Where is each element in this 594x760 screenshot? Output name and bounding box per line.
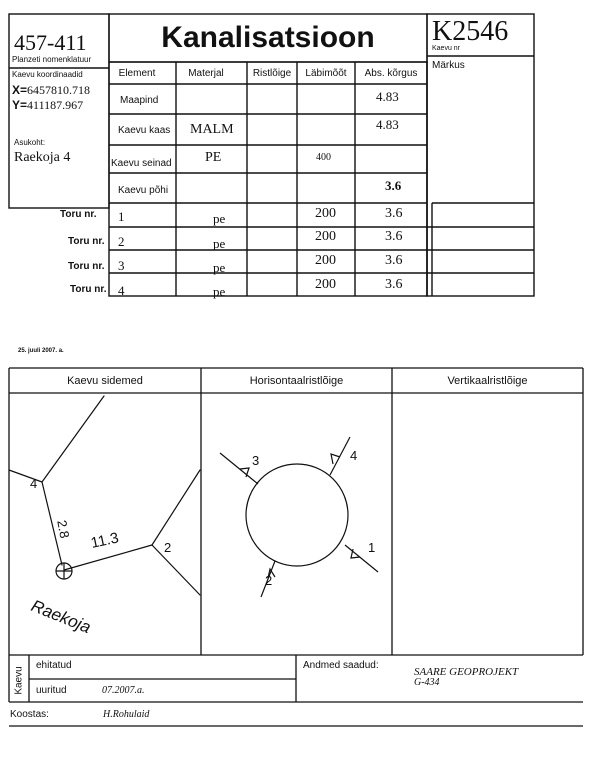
pipe-material: pe: [213, 236, 226, 251]
coords-label: Kaevu koordinaadid: [12, 70, 83, 79]
pipe-number: 1: [118, 209, 125, 224]
section-vertical: Vertikaalristlõige: [447, 374, 528, 387]
segment-length: 11.3: [89, 529, 121, 552]
row-height: 4.83: [376, 89, 399, 104]
compiled-value: H.Rohulaid: [103, 709, 150, 720]
surveyed-value: 07.2007.a.: [102, 685, 145, 696]
pipe-direction-label: 3: [252, 453, 260, 468]
row-element: Kaevu seinad: [111, 158, 172, 169]
well-circle: [246, 464, 348, 566]
section-horizontal: Horisontaalristlõige: [249, 374, 344, 387]
row-height: 4.83: [376, 117, 399, 132]
header-element: Element: [118, 67, 156, 79]
pipe-label: Toru nr.: [60, 209, 97, 220]
date-stamp: 25. juuli 2007. a.: [18, 348, 64, 354]
pipe-label: Toru nr.: [68, 261, 105, 272]
pipe-number: 3: [118, 258, 125, 273]
row-height: 3.6: [385, 178, 402, 193]
header-abs-height: Abs. kõrgus: [364, 67, 418, 79]
row-element: Kaevu põhi: [118, 185, 169, 196]
pipe-height: 3.6: [385, 229, 403, 244]
y-coordinate: Y=411187.967: [12, 98, 84, 112]
page-title: Kanalisatsioon: [161, 21, 375, 54]
header-remarks: Märkus: [432, 60, 465, 71]
pipe-diameter: 200: [315, 229, 336, 244]
node-label: 2: [164, 540, 172, 555]
pipe-number: 2: [118, 234, 125, 249]
pipe-height: 3.6: [385, 253, 403, 268]
built-label: ehitatud: [36, 660, 72, 671]
segment-length: 2.8: [54, 518, 73, 540]
pipe-diameter: 200: [315, 206, 336, 221]
vertical-label: Kaevu: [13, 665, 25, 695]
pipe-material: pe: [213, 260, 226, 275]
pipe-material: pe: [213, 284, 226, 299]
pipe-diameter: 200: [315, 253, 336, 268]
planzet-number: 457-411: [14, 30, 87, 55]
header-cross-section: Ristlõige: [252, 67, 292, 79]
data-from-company: SAARE GEOPROJEKT: [414, 666, 519, 678]
node-label: 4: [30, 476, 38, 491]
pipe-height: 3.6: [385, 206, 403, 221]
pipe-height: 3.6: [385, 277, 403, 292]
street-name: Raekoja: [28, 596, 94, 638]
header-material: Materjal: [188, 67, 224, 79]
vertical-label-wrapper: [8, 658, 30, 702]
pipe-label: Toru nr.: [70, 284, 107, 295]
row-element: Maapind: [120, 95, 159, 106]
header-diameter: Läbimõõt: [305, 67, 347, 79]
pipe-diameter: 200: [315, 277, 336, 292]
row-element: Kaevu kaas: [118, 125, 171, 136]
surveyed-label: uuritud: [36, 685, 67, 696]
location-label: Asukoht:: [14, 138, 46, 147]
planzet-label: Planzeti nomenklatuur: [12, 55, 92, 64]
row-diameter: 400: [316, 152, 331, 163]
row-material: MALM: [190, 122, 234, 137]
pipe-direction-label: 4: [350, 448, 358, 463]
pipe-direction-label: 2: [265, 573, 273, 588]
well-number: K2546: [432, 16, 509, 47]
pipe-number: 4: [118, 283, 125, 298]
pipe-label: Toru nr.: [68, 236, 105, 247]
data-from-code: G-434: [414, 677, 440, 688]
location-value: Raekoja 4: [14, 150, 71, 165]
compiled-label: Koostas:: [10, 709, 49, 720]
pipe-material: pe: [213, 211, 226, 226]
well-label: Kaevu nr: [432, 45, 461, 52]
x-coordinate: X=6457810.718: [12, 83, 91, 97]
pipe-direction-label: 1: [368, 540, 376, 555]
data-from-label: Andmed saadud:: [303, 660, 379, 671]
row-material: PE: [205, 150, 222, 165]
section-well-links: Kaevu sidemed: [67, 374, 143, 387]
